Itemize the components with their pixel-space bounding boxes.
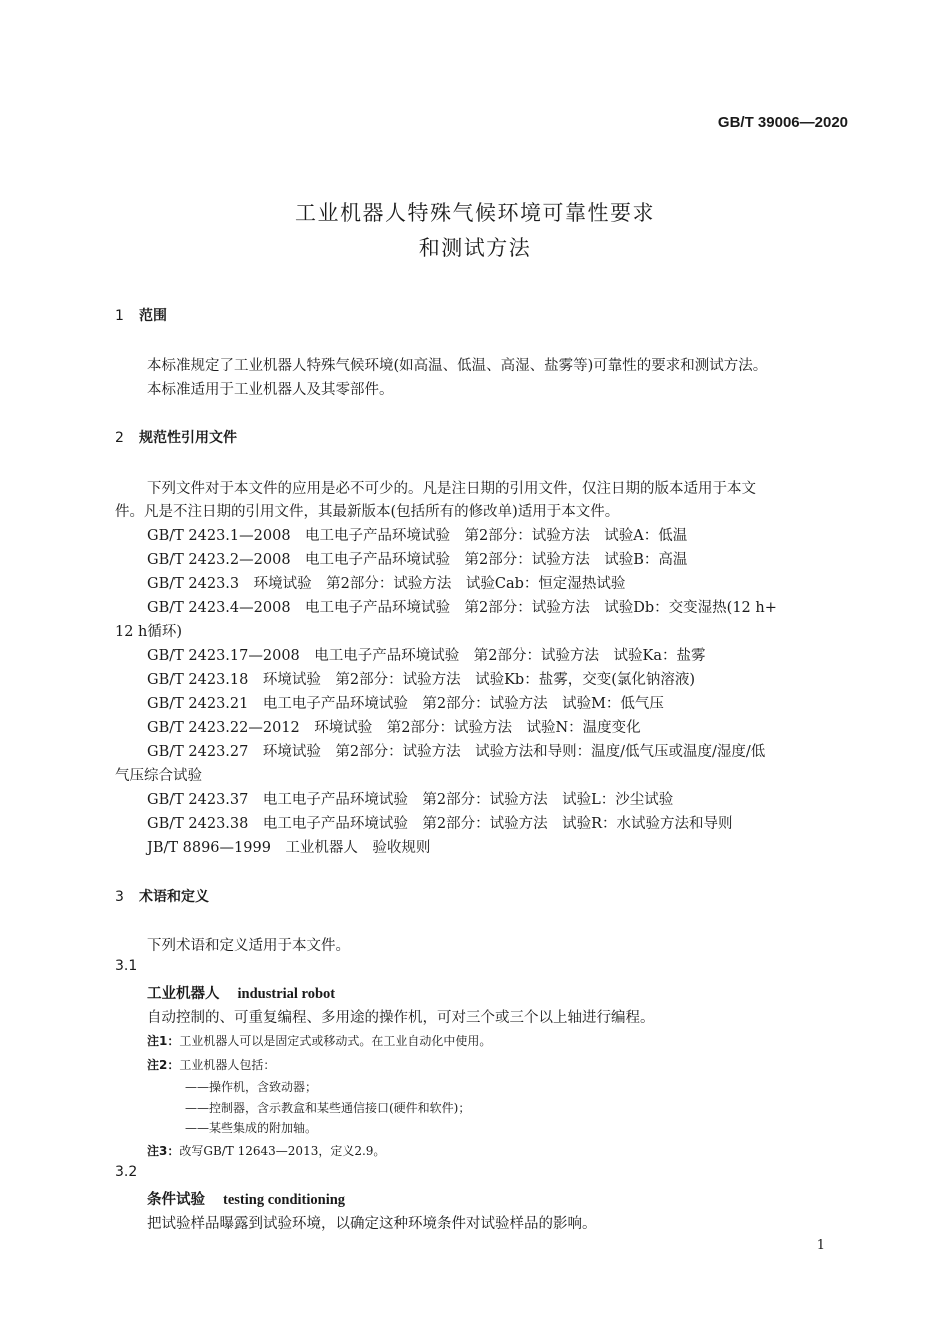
- note-text: 改写GB/T 12643—2013，定义2.9。: [179, 1144, 386, 1158]
- term-definition: 把试验样品曝露到试验环境，以确定这种环境条件对试验样品的影响。: [147, 1216, 597, 1232]
- list-item: ——操作机，含致动器；: [185, 1080, 318, 1094]
- section-title: 规范性引用文件: [139, 430, 237, 446]
- document-title-line1: 工业机器人特殊气候环境可靠性要求: [295, 201, 655, 225]
- note-text: 工业机器人可以是固定式或移动式。在工业自动化中使用。: [179, 1034, 492, 1048]
- reference-item: JB/T 8896—1999 工业机器人 验收规则: [147, 840, 431, 856]
- reference-item: GB/T 2423.3 环境试验 第2部分：试验方法 试验Cab：恒定湿热试验: [147, 576, 626, 592]
- reference-item: GB/T 2423.27 环境试验 第2部分：试验方法 试验方法和导则：温度/低气压或温度/湿度/低: [147, 744, 766, 760]
- section-1-heading: [115, 305, 167, 325]
- reference-item: GB/T 2423.17—2008 电工电子产品环境试验 第2部分：试验方法 试验Ka：盐雾: [147, 648, 706, 664]
- term-english: testing conditioning: [223, 1192, 346, 1208]
- term-number: 3.2: [115, 1164, 138, 1180]
- reference-item: GB/T 2423.2—2008 电工电子产品环境试验 第2部分：试验方法 试验B：高温: [147, 552, 688, 568]
- term-heading: [147, 982, 335, 1003]
- paragraph: 下列文件对于本文件的应用是必不可少的。凡是注日期的引用文件，仅注日期的版本适用于本文: [147, 481, 756, 497]
- term-chinese: 工业机器人: [147, 986, 220, 1002]
- note: [147, 1032, 491, 1049]
- reference-item: GB/T 2423.37 电工电子产品环境试验 第2部分：试验方法 试验L：沙尘试验: [147, 792, 674, 808]
- paragraph: 件。凡是不注日期的引用文件，其最新版本(包括所有的修改单)适用于本文件。: [115, 504, 620, 520]
- note-label: 注1：: [147, 1034, 180, 1048]
- reference-item: GB/T 2423.1—2008 电工电子产品环境试验 第2部分：试验方法 试验A：低温: [147, 528, 688, 544]
- paragraph: 下列术语和定义适用于本文件。: [147, 938, 350, 954]
- list-item: ——某些集成的附加轴。: [185, 1121, 318, 1135]
- term-english: industrial robot: [237, 986, 336, 1002]
- standard-code: GB/T 39006—2020: [717, 114, 848, 131]
- section-number: 2: [115, 430, 124, 446]
- reference-item: GB/T 2423.22—2012 环境试验 第2部分：试验方法 试验N：温度变化: [147, 720, 641, 736]
- term-definition: 自动控制的、可重复编程、多用途的操作机，可对三个或三个以上轴进行编程。: [147, 1010, 655, 1026]
- section-title: 范围: [139, 308, 167, 324]
- section-2-heading: [115, 427, 237, 447]
- section-number: 3: [115, 889, 124, 905]
- section-3-heading: [115, 886, 209, 906]
- note-text: 工业机器人包括：: [179, 1058, 276, 1072]
- note-label: 注2：: [147, 1058, 180, 1072]
- section-number: 1: [115, 308, 124, 324]
- note: [147, 1142, 385, 1159]
- note: [147, 1056, 275, 1073]
- term-heading: [147, 1188, 345, 1209]
- reference-item: GB/T 2423.38 电工电子产品环境试验 第2部分：试验方法 试验R：水试验方法和导则: [147, 816, 733, 832]
- reference-item-continued: 12 h循环): [115, 624, 183, 640]
- paragraph: 本标准规定了工业机器人特殊气候环境(如高温、低温、高湿、盐雾等)可靠性的要求和测试方法。: [147, 358, 768, 374]
- paragraph: 本标准适用于工业机器人及其零部件。: [147, 382, 394, 398]
- page-number: 1: [816, 1238, 825, 1253]
- reference-item-continued: 气压综合试验: [115, 768, 202, 784]
- reference-item: GB/T 2423.4—2008 电工电子产品环境试验 第2部分：试验方法 试验Db：交变湿热(12 h+: [147, 600, 777, 616]
- reference-item: GB/T 2423.21 电工电子产品环境试验 第2部分：试验方法 试验M：低气压: [147, 696, 664, 712]
- note-label: 注3：: [147, 1144, 180, 1158]
- document-title-line2: 和测试方法: [418, 236, 532, 260]
- list-item: ——控制器，含示教盒和某些通信接口(硬件和软件)；: [185, 1101, 471, 1115]
- term-number: 3.1: [115, 958, 138, 974]
- term-chinese: 条件试验: [147, 1192, 205, 1208]
- reference-item: GB/T 2423.18 环境试验 第2部分：试验方法 试验Kb：盐雾，交变(氯化钠溶液): [147, 672, 696, 688]
- section-title: 术语和定义: [139, 889, 209, 905]
